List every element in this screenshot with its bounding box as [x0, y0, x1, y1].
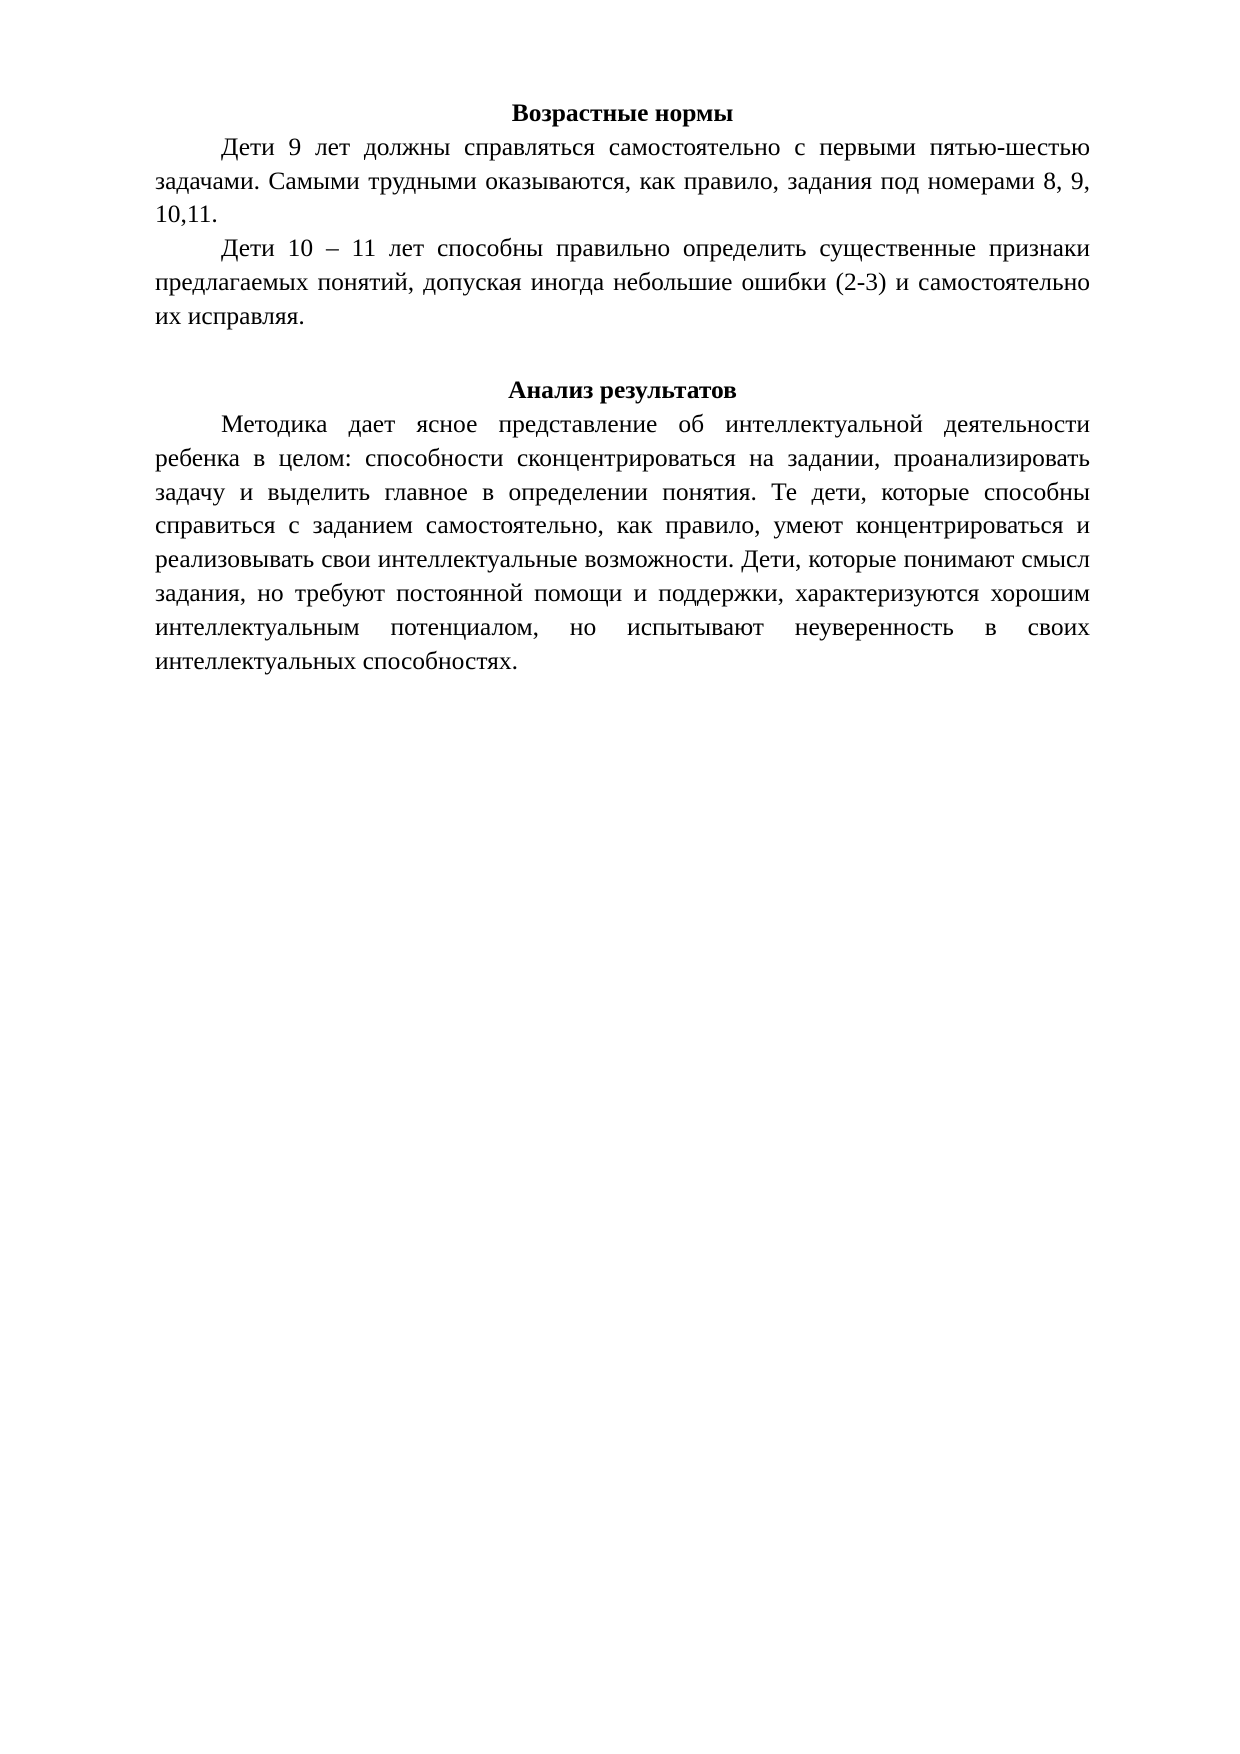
paragraph-age-norms-2: Дети 10 – 11 лет способны правильно определить существенные признаки предлагаемых понятий, допуская иногда небольшие ошибки (2-3) и самостоятельно их исправляя.	[155, 233, 1090, 331]
paragraph-age-norms-1: Дети 9 лет должны справляться самостоятельно с первыми пятью-шестью задачами. Самыми трудными оказываются, как правило, задания под номерами 8, 9, 10,11.	[155, 131, 1090, 229]
paragraph-results-analysis-1: Методика дает ясное представление об интеллектуальной деятельности ребенка в целом: способности сконцентрироваться на задании, проанализировать задачу и выделить главное в определении понятия. Те дети, которые способны справиться с заданием самостоятельно, как правило, умеют концентрироваться и реализовывать свои интеллектуальные возможности. Дети, которые понимают смысл задания, но требуют постоянной помощи и поддержки, характеризуются хорошим интеллектуальным потенциалом, но испытывают неуверенность в своих интеллектуальных способностях.	[155, 408, 1090, 676]
section-heading-results-analysis: Анализ результатов	[508, 375, 737, 405]
section-heading-age-norms: Возрастные нормы	[511, 98, 734, 127]
document-body	[155, 96, 1090, 678]
